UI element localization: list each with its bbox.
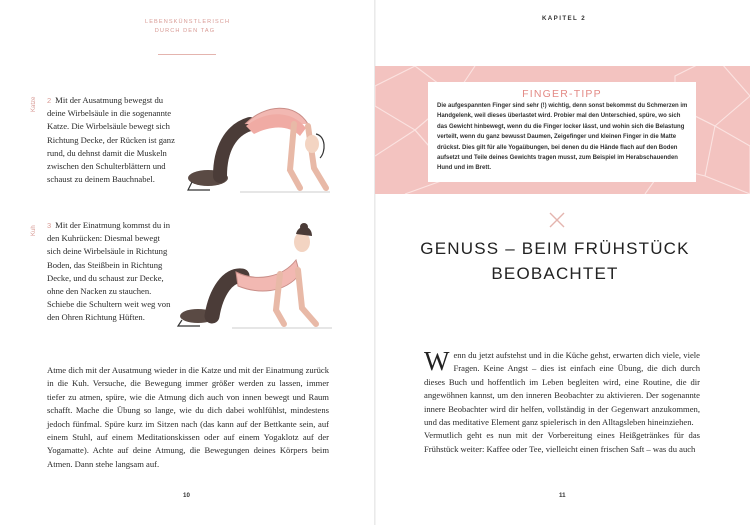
- section-heading-line-1: GENUSS – BEIM FRÜHSTÜCK: [420, 239, 690, 258]
- tip-text: Die aufgespannten Finger sind sehr (!) wichtig, denn sonst bekommst du Schmerzen im Handgelenk, weil dieses überlastet wird. Probier mal den Unterschied, spüre, wo sich das Gewicht hinbewegt, wenn du die Finger locker lässt, und wohin sich die Belastung verteilt, wenn du ganz bewusst Daumen, Zeigefinger und kleinen Finger in die Matte drückst. Dies gilt für alle Yogaübungen, bei denen du die Hände flach auf den Boden aufsetzt und Teile deines Gewichts tragen musst, zum Beispiel im Herabschauenden Hund und im Brett.: [437, 103, 688, 172]
- page-number-left: 10: [183, 492, 190, 499]
- right-body-paragraph-1: enn du jetzt aufstehst und in die Küche gehst, erwarten dich viele, viele Fragen. Keine Angst – dies ist einfach eine Übung, die dich durch dieses Buch und hoffentlich im Leben begleiten wird, eine Routine, die dir angewöhnen kannst, um den inneren Beobachter zu aktivieren. Der sogenannte innere Beobachter wird dir helfen, vollständig in der Gegenwart anzukommen, und das meditative Element ganz spielerisch in den Alltagsleben hineinziehen.: [424, 350, 700, 428]
- step-3: [47, 219, 175, 325]
- right-running-head: KAPITEL 2: [541, 15, 587, 22]
- tip-title: FINGER-TIPP: [522, 88, 602, 100]
- section-heading-line-2: BEOBACHTET: [491, 264, 619, 283]
- step-2: [47, 94, 175, 186]
- cow-pose-illustration: [172, 220, 342, 332]
- page-number-right: 11: [559, 492, 566, 499]
- cat-pose-illustration: [180, 90, 340, 198]
- right-body-text: [424, 346, 700, 456]
- section-heading: [400, 236, 710, 286]
- side-label-katze: Katze: [31, 96, 37, 112]
- side-label-kuh: Kuh: [31, 225, 37, 236]
- decorative-cross-icon: [547, 210, 567, 230]
- step-3-text: Mit der Einatmung kommst du in den Kuhrücken: Diesmal bewegt sich deine Wirbelsäule in Richtung Boden, das Steißbein in Richtung Decke, und du schaust zur Decke, ohne den Nacken zu stauchen. Schiebe die Schultern weit weg von den Ohren Richtung Hüften.: [47, 220, 171, 323]
- right-body-paragraph-2: Vermutlich geht es nun mit der Vorbereitung eines Heißgetränkes für das Frühstück weiter: Kaffee oder Tee, vielleicht einen frischen Saft – was du auch: [424, 430, 700, 454]
- left-body-text: Atme dich mit der Ausatmung wieder in die Katze und mit der Einatmung zurück in die Kuh. Versuche, die Bewegung immer größer werden zu lassen, immer tiefer zu atmen, spüre, wie die Atmung dich auch von innen bewegt und Raum schafft. Mache die Übung so lange, wie du dich dabei wohlfühlst, mindestens jedoch fünfmal. Spüre kurz im Sitzen nach (das kann auf der Bettkante sein, auf einem Stuhl, auf einem Meditationskissen oder auf einem Yogaklotz auf der Yogamatte). Achte auf deine Atmung, die Bewegungen deines Körpers beim Atmen. Dann stehe langsam auf.: [47, 365, 329, 469]
- step-2-number: 2: [47, 96, 52, 105]
- step-3-number: 3: [47, 221, 52, 230]
- running-head-rule: [158, 54, 216, 55]
- drop-cap: W: [424, 346, 450, 376]
- left-running-head: LEBENSKÜNSTLERISCH DURCH DEN TAG: [145, 19, 231, 34]
- step-2-text: Mit der Ausatmung bewegst du deine Wirbelsäule in die sogenannte Katze. Die Wirbelsäule bewegt sich Richtung Decke, der Rücken ist ganz rund, du dehnst damit die Muskeln zwischen den Schulterblättern und schaust zu deinem Bauchnabel.: [47, 95, 175, 185]
